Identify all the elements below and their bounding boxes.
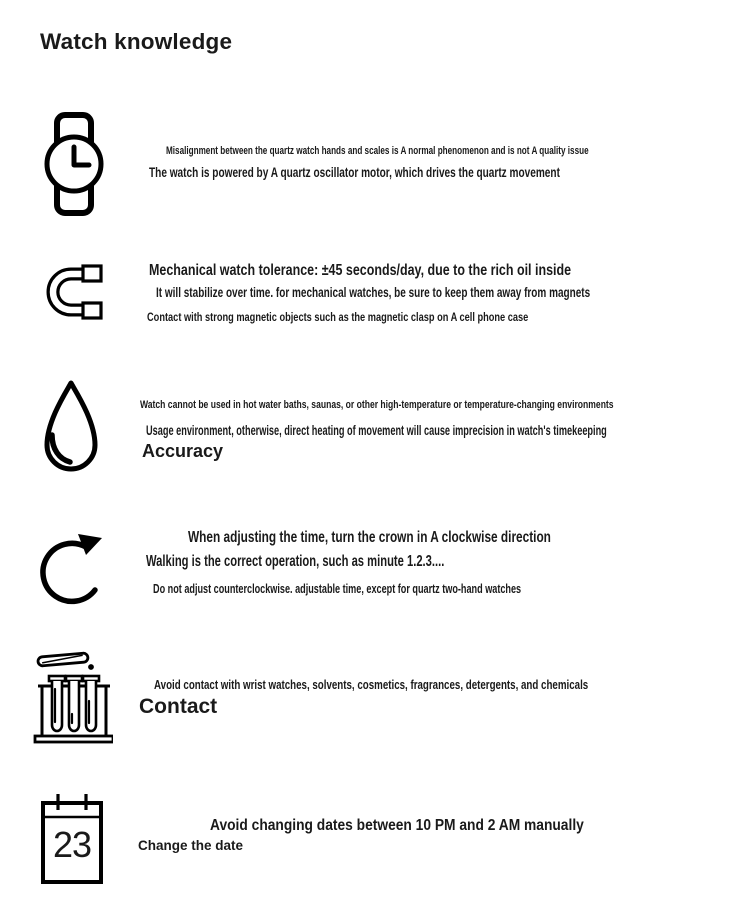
counterclockwise-note: Do not adjust counterclockwise. adjustable time, except for quartz two-hand watches — [153, 581, 522, 596]
magnet-contact-note: Contact with strong magnetic objects such as the magnetic clasp on A cell phone case — [147, 310, 529, 324]
magnet-stabilize-text: It will stabilize over time. for mechanical watches, be sure to keep them away from magnets — [156, 285, 591, 300]
water-drop-icon — [40, 378, 102, 480]
page-title: Watch knowledge — [40, 29, 233, 54]
usage-environment-text: Usage environment, otherwise, direct heating of movement will cause imprecision in watch's timekeeping — [146, 423, 607, 438]
magnet-tolerance-heading: Mechanical watch tolerance: ±45 seconds/day, due to the rich oil inside — [149, 262, 572, 279]
clockwise-arrow-icon — [36, 524, 110, 612]
watch-icon — [42, 112, 106, 216]
chemicals-warning-text: Avoid contact with wrist watches, solvents, cosmetics, fragrances, detergents, and chemicals — [154, 677, 589, 692]
date-change-warning-text: Avoid changing dates between 10 PM and 2 AM manually — [210, 817, 584, 834]
magnet-icon — [38, 262, 108, 322]
contact-heading: Contact — [139, 695, 218, 718]
accuracy-heading: Accuracy — [142, 441, 224, 461]
test-tubes-icon — [33, 646, 113, 746]
quartz-misalignment-note: Misalignment between the quartz watch hands and scales is A normal phenomenon and is not A quality issue — [166, 145, 589, 157]
walking-operation-text: Walking is the correct operation, such as minute 1.2.3.... — [146, 553, 445, 570]
calendar-date-text: 23 — [52, 824, 92, 865]
quartz-movement-text: The watch is powered by A quartz oscillator motor, which drives the quartz movement — [149, 164, 560, 180]
crown-clockwise-heading: When adjusting the time, turn the crown in A clockwise direction — [188, 529, 551, 546]
change-date-heading: Change the date — [138, 838, 244, 853]
temperature-warning-note: Watch cannot be used in hot water baths, saunas, or other high-temperature or temperature-changing environments — [140, 399, 614, 411]
